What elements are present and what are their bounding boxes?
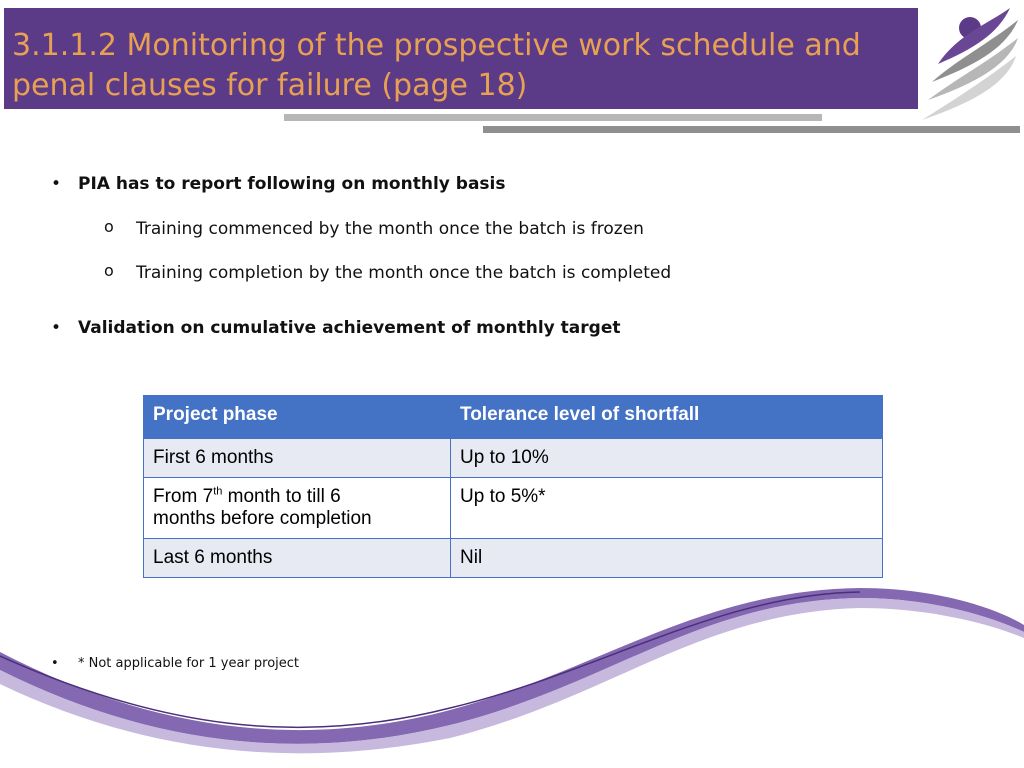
table-header-phase: Project phase [144,396,451,439]
table-header-row [144,396,883,439]
table-cell-phase: Last 6 months [144,539,451,578]
sub-bullet-text: Training completion by the month once the batch is completed [136,263,672,283]
table-row [144,478,883,539]
phase-text-part: From 7 [153,486,214,507]
sub-bullet-marker: o [104,261,114,280]
footnote-text: * Not applicable for 1 year project [78,656,300,671]
bullet-dot: • [51,318,62,338]
title-bar [4,8,918,109]
table-cell-phase: First 6 months [144,439,451,478]
table-cell-tolerance: Up to 10% [451,439,883,478]
sub-bullet-marker: o [104,217,114,236]
table-header-tolerance: Tolerance level of shortfall [451,396,883,439]
table-cell-tolerance: Nil [451,539,883,578]
bullet-dot: • [51,174,62,194]
sub-bullet-completion [104,261,672,283]
bullet-report-monthly [51,174,506,194]
table-row [144,539,883,578]
decorative-rule-light [284,114,822,121]
sub-bullet-commenced [104,217,644,239]
tolerance-table [143,395,883,578]
person-swoosh-logo-icon [918,4,1022,122]
decorative-rule-dark [483,126,1020,133]
phase-superscript: th [213,485,223,498]
bullet-text: PIA has to report following on monthly basis [78,174,506,194]
table-row [144,439,883,478]
footnote [51,656,300,671]
table-cell-tolerance: Up to 5%* [451,478,883,539]
sub-bullet-text: Training commenced by the month once the batch is frozen [136,219,644,239]
slide-title-line1: 3.1.1.2 Monitoring of the prospective work schedule and [12,28,861,63]
bullet-validation [51,318,621,338]
slide-title [12,26,912,106]
bullet-text: Validation on cumulative achievement of monthly target [78,318,621,338]
phase-text-part: month to till 6 [222,486,341,507]
bullet-dot: • [51,656,59,671]
purple-wave-decoration [0,580,1024,768]
phase-text-line2: months before completion [153,508,372,529]
slide-title-line2: penal clauses for failure (page 18) [12,68,528,103]
table-cell-phase [144,478,451,539]
